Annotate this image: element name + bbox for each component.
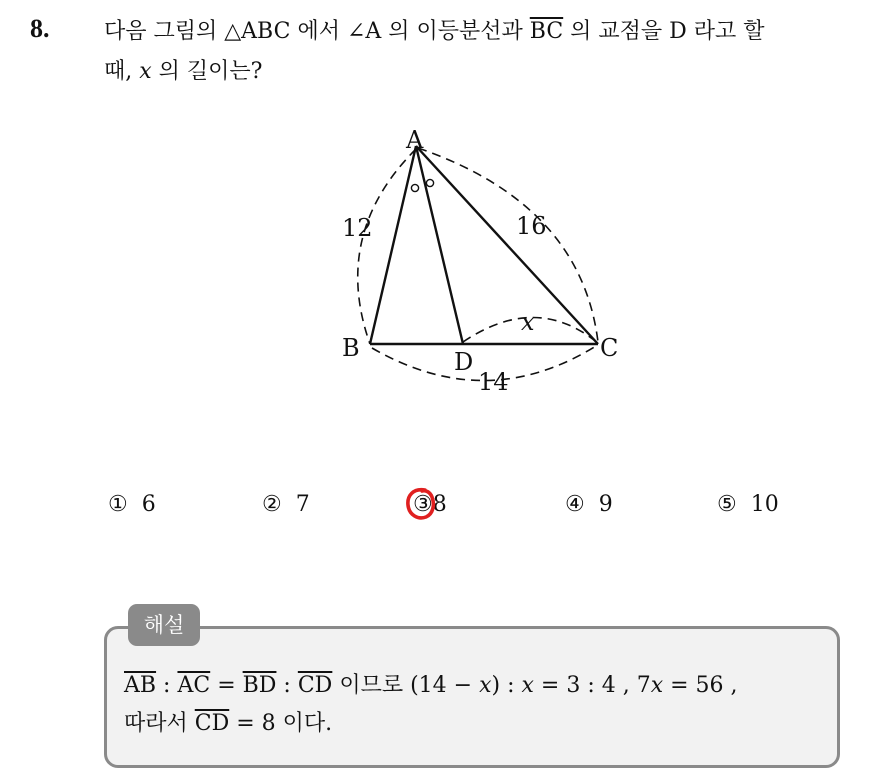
label-a: A: [406, 126, 424, 154]
explanation-tag: 해설: [128, 604, 200, 646]
angle-mark-2: [426, 179, 433, 186]
label-c: C: [600, 334, 619, 362]
question-number: 8.: [30, 14, 50, 43]
explanation-line-1: $\overline{AB}$ : $\overline{AC} = \overline{BD}$ : $\overline{CD}$ 이므로 (14 − x) : x = 3 : 4 , 7x = 56 ,: [124, 673, 738, 698]
choice-1[interactable]: ① 6: [108, 492, 156, 517]
question-line-2: 때, x 의 길이는?: [104, 59, 263, 84]
choice-4[interactable]: ④ 9: [565, 492, 613, 517]
label-ab-length: 12: [342, 214, 373, 242]
label-ac-length: 16: [516, 212, 547, 240]
arc-ab: [358, 149, 416, 344]
question-line-1: 다음 그림의 △ABC 에서 ∠A 의 이등분선과 $\overline{BC}$ 의 교점을 D 라고 할: [104, 19, 765, 44]
bisector-ad: [416, 146, 463, 344]
variable-x: x: [139, 59, 152, 84]
label-bc-length: 14: [478, 368, 509, 396]
label-dc-variable: x: [521, 308, 535, 336]
choice-5[interactable]: ⑤ 10: [717, 492, 779, 517]
choice-3[interactable]: ③8: [413, 492, 447, 517]
side-ac: [416, 146, 598, 344]
explanation-line-2: 따라서 $\overline{CD} = 8$ 이다.: [124, 711, 333, 736]
label-d: D: [454, 348, 474, 376]
segment-bc: $\overline{BC}$: [529, 19, 564, 44]
triangle-figure: [326, 124, 646, 404]
angle-mark-1: [411, 184, 418, 191]
answer-circle-mark: [405, 486, 437, 522]
label-b: B: [342, 334, 360, 362]
choice-2[interactable]: ② 7: [262, 492, 310, 517]
